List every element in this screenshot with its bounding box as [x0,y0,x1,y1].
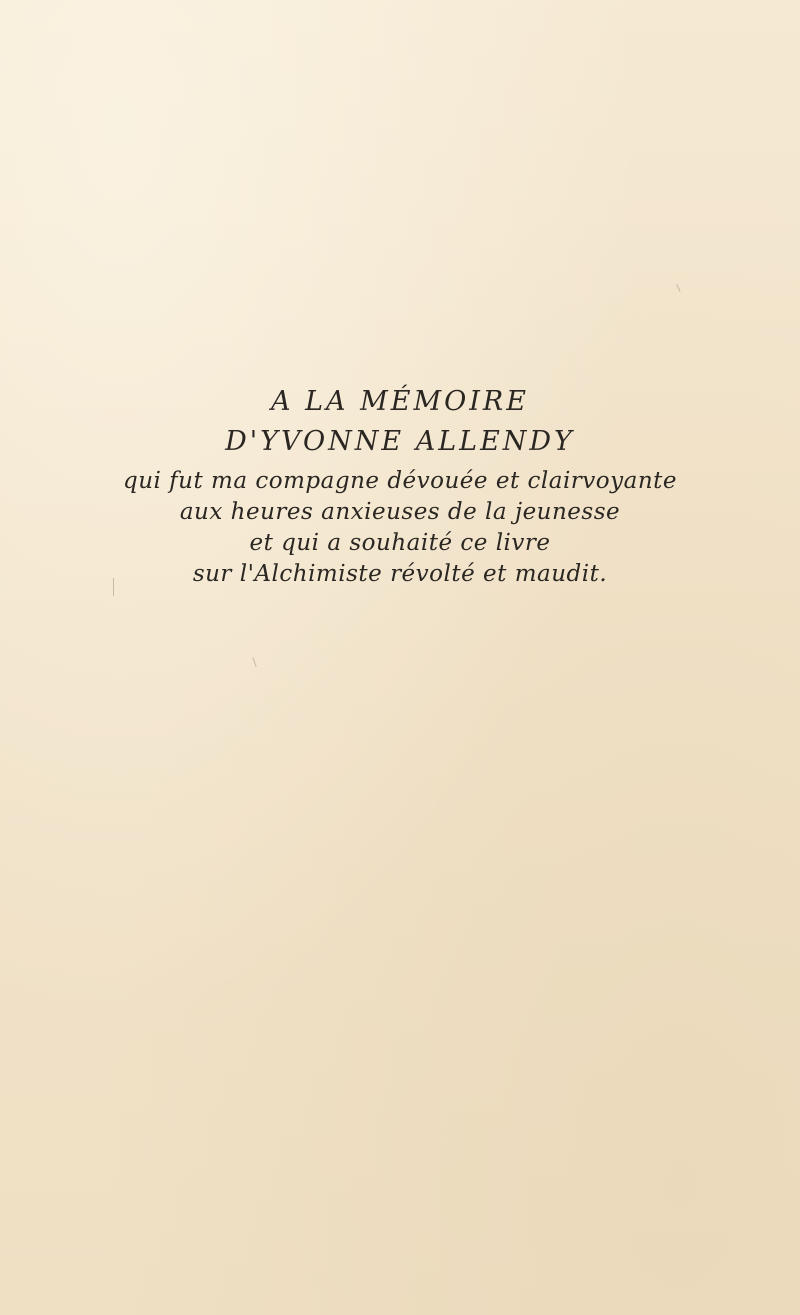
dedication-line-1: qui fut ma compagne dévouée et clairvoyante [122,468,678,494]
dedication-name: D'YVONNE ALLENDY [225,426,575,457]
dedication-line-3: et qui a souhaité ce livre [249,530,551,556]
dedication-line-2: aux heures anxieuses de la jeunesse [179,499,621,525]
dedication-line-4: sur l'Alchimiste révolté et maudit. [192,561,608,587]
paper-mark [676,284,680,292]
dedication-heading: A LA MÉMOIRE [271,386,529,417]
dedication-block [0,384,800,590]
paper-mark [252,657,256,667]
